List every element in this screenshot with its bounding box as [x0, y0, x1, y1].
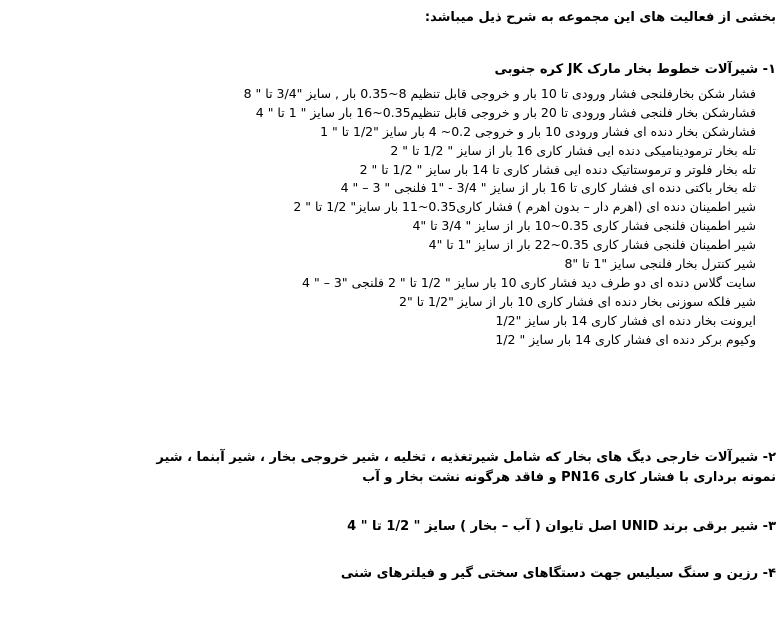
list-item: تله بخار ترمودینامیکی دنده ایی فشار کاری 16 بار از سایز " 1/2 تا " 2 [390, 142, 756, 158]
list-item: تله بخار فلوتر و ترموستاتیک دنده ایی فشار کاری تا 14 بار سایز " 1/2 تا " 2 [359, 161, 756, 177]
list-item: فشارشکن بخار فلنجی فشار ورودی تا 20 بار و خروجی قابل تنظیم0.35~16 بار سایز " 1 تا " 4 [255, 104, 756, 120]
section-2-line-1: ۲- شیرآلات خارجی دیگ های بخار که شامل شیرتغذیه ، تخلیه ، شیر خروجی بخار ، شیر آبنما ، شیر [156, 450, 776, 465]
section-4-text: ۴- رزین و سنگ سیلیس جهت دستگاهای سختی گیر و فیلترهای شنی [340, 566, 776, 581]
list-item: شیر کنترل بخار فلنجی سایز "1 تا "8 [564, 256, 756, 272]
intro-heading: بخشی از فعالیت های این مجموعه به شرح ذیل میباشد: [424, 10, 776, 25]
list-item: شیر اطمینان فلنجی فشار کاری 0.35~22 بار از سایز "1 تا "4 [428, 237, 756, 253]
section-1-item-list [244, 85, 756, 349]
section-1-title: ۱- شیرآلات خطوط بخار مارک JK کره جنوبی [494, 62, 776, 77]
list-item: وکیوم برکر دنده ای فشار کاری 14 بار سایز " 1/2 [495, 331, 756, 347]
list-item: شیر اطمینان دنده ای (اهرم دار – بدون اهرم ) فشار کاری0.35~11 بار سایز" 1/2 تا " 2 [293, 199, 756, 215]
list-item: ایرونت بخار دنده ای فشار کاری 14 بار سایز "1/2 [495, 312, 756, 328]
list-item: تله بخار باکتی دنده ای فشار کاری تا 16 بار از سایز " 3/4 - "1 فلنجی " 3 – " 4 [340, 180, 756, 196]
list-item: فشار شکن بخارفلنجی فشار ورودی تا 10 بار و خروجی قابل تنظیم 8~0.35 بار , سایز "3/4 تا " 8 [243, 86, 756, 101]
list-item: شیر اطمینان فلنجی فشار کاری 0.35~10 بار از سایز " 3/4 تا "4 [412, 218, 756, 234]
section-2-line-2: نمونه برداری با فشار کاری PN16 و فاقد هرگونه نشت بخار و آب [362, 470, 776, 485]
section-3-text: ۳- شیر برقی برند UNID اصل تایوان ( آب – بخار ) سایز " 1/2 تا " 4 [347, 519, 776, 534]
list-item: فشارشکن بخار دنده ای فشار ورودی 10 بار و خروجی 0.2~ 4 بار سایز "1/2 تا " 1 [320, 123, 756, 139]
list-item: شیر فلکه سوزنی بخار دنده ای فشار کاری 10 بار از سایز "1/2 تا "2 [399, 293, 756, 309]
list-item: سایت گلاس دنده ای دو طرف دید فشار کاری 10 بار سایز " 1/2 تا " 2 فلنجی "3 – " 4 [302, 274, 756, 290]
